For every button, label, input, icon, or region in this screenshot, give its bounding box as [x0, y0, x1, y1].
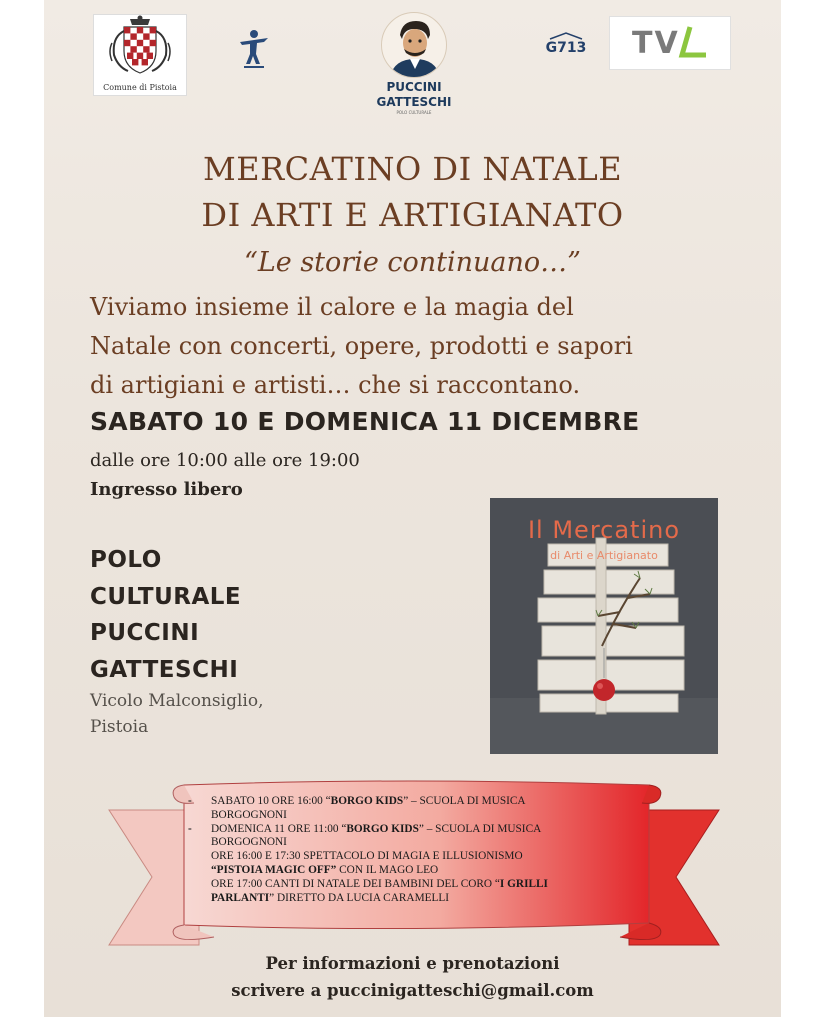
program-line: [184, 892, 624, 906]
program-item: [184, 795, 624, 809]
bullet-dash-icon: -: [188, 795, 192, 807]
address-line: Vicolo Malconsiglio,: [90, 691, 264, 711]
bullet-dash-icon: -: [188, 822, 192, 835]
program-line: [184, 878, 624, 892]
program-text: ” DIRETTO DA LUCIA CARAMELLI: [269, 891, 450, 904]
event-entry: Ingresso libero: [90, 479, 243, 500]
address-line: Pistoia: [90, 717, 149, 737]
program-text: CON IL MAGO LEO: [336, 863, 439, 876]
intro-line: di artigiani e artisti… che si raccontano.: [90, 371, 581, 399]
puccini-portrait-icon: [381, 12, 447, 78]
program-highlight: I GRILLI: [499, 877, 548, 890]
poster: [44, 0, 781, 1017]
g713-logo: [542, 32, 590, 62]
comune-di-pistoia-logo: [93, 14, 187, 96]
venue-line: PUCCINI: [90, 620, 200, 646]
program-highlight: PARLANTI: [211, 891, 270, 904]
tvl-mark-icon: [610, 17, 730, 69]
program-highlight: BORGO KIDS: [330, 795, 404, 807]
puccini-sub: POLO CULTURALE: [396, 110, 432, 115]
program-text: ” – SCUOLA DI MUSICA: [403, 795, 526, 807]
event-title-line2: DI ARTI E ARTIGIANATO: [201, 196, 624, 234]
cover-title: Il Mercatino: [527, 516, 681, 544]
program-list: [184, 795, 624, 905]
event-tagline: “Le storie continuano…”: [244, 247, 581, 278]
program-text: BORGOGNONI: [211, 808, 287, 821]
intro-paragraph: [90, 288, 730, 405]
g713-text: G713: [545, 40, 587, 56]
program-highlight: “PISTOIA MAGIC OFF”: [211, 863, 337, 876]
venue-name: [90, 542, 241, 688]
puccini-name-1: PUCCINI: [386, 80, 442, 94]
cover-subtitle: di Arti e Artigianato: [550, 549, 658, 562]
figure-icon: [234, 28, 274, 70]
comune-caption: Comune di Pistoia: [103, 83, 177, 92]
program-text: SABATO 10 ORE 16:00 “: [211, 795, 331, 807]
intro-line: Viviamo insieme il calore e la magia del: [90, 293, 574, 321]
event-hours: dalle ore 10:00 alle ore 19:00: [90, 450, 360, 471]
mercatino-cover-image: [490, 498, 718, 754]
tvl-logo: [609, 16, 731, 70]
venue-line: POLO: [90, 547, 162, 573]
venue-line: CULTURALE: [90, 583, 242, 610]
venue-line: GATTESCHI: [90, 656, 239, 683]
program-text: ” – SCUOLA DI MUSICA: [418, 822, 542, 835]
svg-text:TV: TV: [632, 26, 680, 61]
coat-of-arms-icon: [94, 15, 186, 81]
roof-icon: [542, 32, 590, 40]
partner-logo: [234, 28, 274, 70]
venue-address: [90, 688, 264, 740]
event-dates: SABATO 10 E DOMENICA 11 DICEMBRE: [90, 407, 640, 436]
program-text: ORE 17:00 CANTI DI NATALE DEI BAMBINI DEL CORO “: [211, 877, 500, 890]
intro-line: Natale con concerti, opere, prodotti e sapori: [90, 332, 633, 360]
program-highlight: BORGO KIDS: [346, 822, 419, 835]
contact-email[interactable]: scrivere a puccinigatteschi@gmail.com: [231, 981, 594, 1000]
puccini-gatteschi-logo: [369, 12, 459, 120]
program-text: BORGOGNONI: [211, 836, 287, 849]
program-line: [184, 864, 624, 878]
puccini-name-2: GATTESCHI: [376, 95, 452, 109]
event-title-line1: MERCATINO DI NATALE: [202, 150, 623, 188]
program-text: ORE 16:00 E 17:30 SPETTACOLO DI MAGIA E ILLUSIONISMO: [211, 850, 523, 863]
program-item: [184, 823, 624, 837]
contact-heading: Per informazioni e prenotazioni: [265, 954, 560, 973]
program-text: DOMENICA 11 ORE 11:00 “: [211, 822, 347, 835]
